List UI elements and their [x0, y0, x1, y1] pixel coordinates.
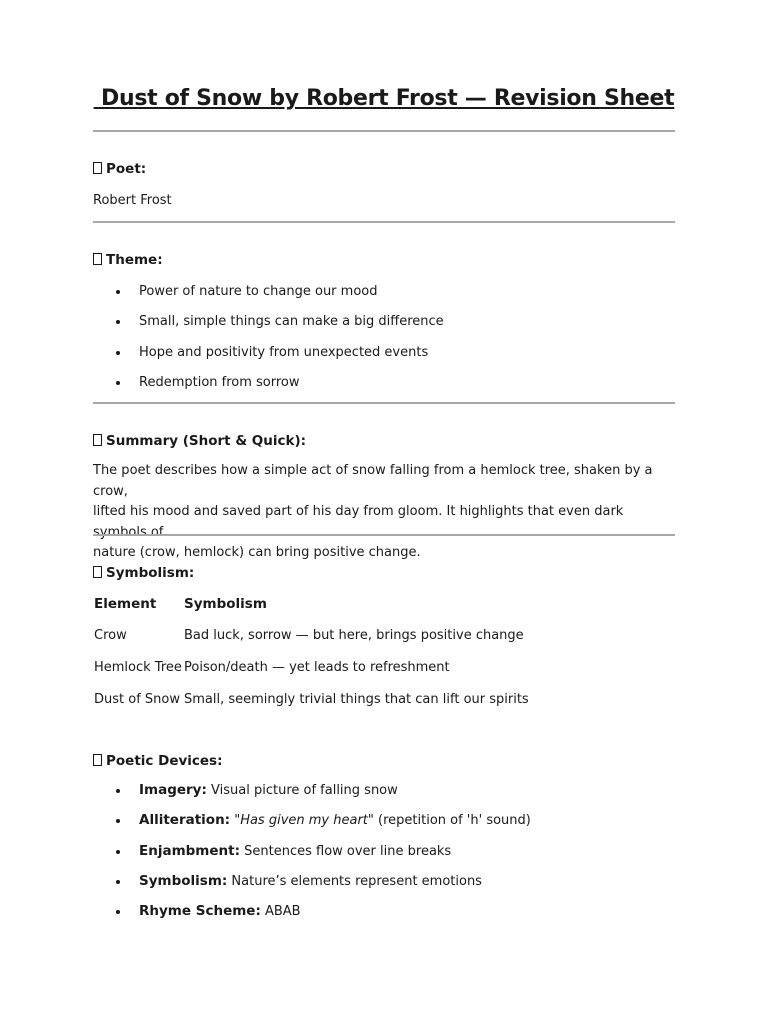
- device-description: Nature’s elements represent emotions: [227, 873, 482, 889]
- summary-line: The poet describes how a simple act of snow falling from a hemlock tree, shaken by a crow,: [93, 463, 653, 499]
- theme-list: [93, 284, 444, 405]
- list-item: [93, 874, 531, 904]
- missing-glyph-icon: [93, 754, 102, 766]
- table-cell: Crow: [94, 628, 127, 643]
- devices-list: [93, 783, 531, 934]
- device-term: Symbolism:: [139, 872, 228, 889]
- poet-name: Robert Frost: [93, 193, 172, 208]
- theme-heading: Theme:: [93, 252, 163, 268]
- device-description: Visual picture of falling snow: [206, 783, 398, 798]
- poet-heading: Poet:: [93, 161, 146, 177]
- device-term: Imagery:: [139, 782, 207, 798]
- table-cell: Hemlock Tree: [94, 660, 182, 675]
- device-description: (repetition of 'h' sound): [373, 813, 531, 829]
- list-item: Power of nature to change our mood: [93, 284, 444, 314]
- device-term: Enjambment:: [139, 842, 240, 859]
- divider: [93, 221, 675, 223]
- divider: [93, 534, 675, 536]
- column-header-element: Element: [94, 596, 157, 612]
- summary-paragraph: [93, 461, 675, 564]
- table-cell: Dust of Snow: [94, 692, 180, 707]
- table-cell: Poison/death — yet leads to refreshment: [184, 660, 450, 675]
- divider: [93, 130, 675, 132]
- divider: [93, 402, 675, 404]
- page-title: Dust of Snow by Robert Frost — Revision Sheet: [93, 86, 675, 111]
- summary-heading: Summary (Short & Quick):: [93, 433, 306, 449]
- device-description: Sentences flow over line breaks: [240, 843, 452, 859]
- summary-line: nature (crow, hemlock) can bring positive change.: [93, 545, 421, 560]
- device-description: ABAB: [260, 904, 301, 920]
- list-item: [93, 904, 531, 934]
- column-header-symbolism: Symbolism: [184, 596, 267, 612]
- list-item: [93, 813, 531, 843]
- list-item: Hope and positivity from unexpected events: [93, 345, 444, 375]
- list-item: [93, 844, 531, 874]
- table-cell: Bad luck, sorrow — but here, brings positive change: [184, 628, 524, 643]
- table-cell: Small, seemingly trivial things that can lift our spirits: [184, 692, 529, 707]
- list-item: Small, simple things can make a big difference: [93, 314, 444, 344]
- list-item: [93, 783, 531, 813]
- devices-heading: Poetic Devices:: [93, 753, 223, 769]
- missing-glyph-icon: [93, 434, 102, 446]
- device-term: Alliteration:: [139, 812, 231, 829]
- symbolism-heading: Symbolism:: [93, 565, 194, 581]
- missing-glyph-icon: [93, 253, 102, 265]
- summary-line: lifted his mood and saved part of his day from gloom. It highlights that even dark symbols of: [93, 504, 624, 540]
- list-item: Redemption from sorrow: [93, 375, 444, 405]
- device-quote: "Has given my heart": [230, 813, 374, 829]
- device-term: Rhyme Scheme:: [139, 903, 261, 920]
- missing-glyph-icon: [93, 566, 102, 578]
- missing-glyph-icon: [93, 162, 102, 174]
